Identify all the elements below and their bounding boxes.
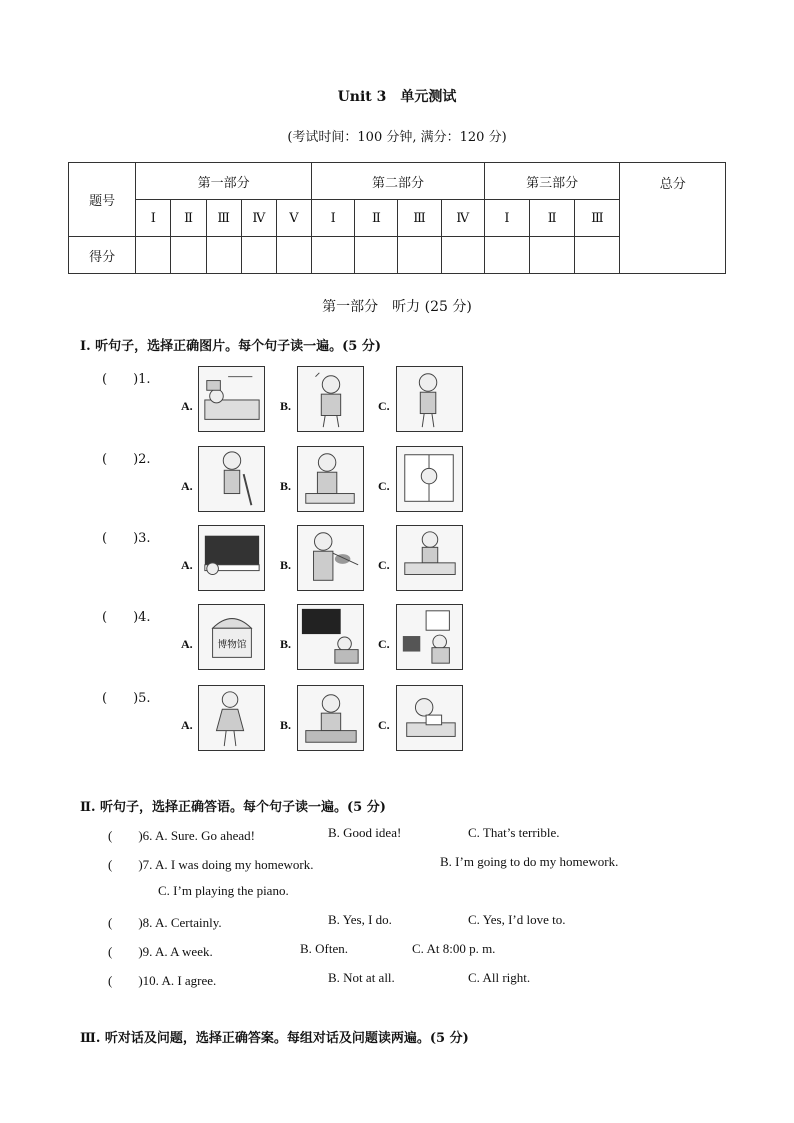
illustration — [397, 447, 462, 511]
question-number[interactable]: ( )4. — [102, 610, 151, 625]
section-title: 第一部分 听力 (25 分) — [322, 299, 472, 315]
row-label-number: 题号 — [69, 163, 136, 237]
option-label: C. — [378, 399, 390, 413]
answer-option-b: B. Often. — [300, 941, 349, 956]
illustration — [397, 686, 462, 750]
total-header: 总分 — [620, 163, 726, 274]
question-number[interactable]: ( )1. — [102, 372, 151, 387]
answer-line-start[interactable]: ( )10. A. I agree. — [108, 973, 217, 988]
col-p1-5: Ⅴ — [276, 200, 311, 237]
answer-option-c: C. That’s terrible. — [468, 825, 560, 840]
option-label: B. — [280, 399, 292, 413]
option-label: A. — [181, 718, 193, 732]
answer-line-start[interactable]: ( )8. A. Certainly. — [108, 915, 222, 930]
col-p2-1: Ⅰ — [312, 200, 355, 237]
illustration — [199, 686, 264, 750]
illustration — [199, 447, 264, 511]
museum-icon[interactable] — [198, 604, 265, 670]
cinema-icon[interactable] — [297, 604, 364, 670]
part3-header: 第三部分 — [484, 163, 620, 200]
page-title: Unit 3 单元测试 — [337, 89, 457, 105]
question-number[interactable]: ( )5. — [102, 691, 151, 706]
question-number[interactable]: ( )2. — [102, 452, 151, 467]
question-heading-1: Ⅰ. 听句子，选择正确图片。每个句子读一遍。(5 分) — [80, 339, 382, 354]
col-p2-4: Ⅳ — [441, 200, 484, 237]
illustration — [199, 526, 264, 590]
option-label: C. — [378, 558, 390, 572]
score-cell[interactable] — [530, 237, 575, 274]
sick-person-icon[interactable] — [297, 366, 364, 432]
answer-option-b: B. Not at all. — [328, 970, 395, 985]
window-girl-icon[interactable] — [396, 446, 463, 512]
answer-option-b: B. Good idea! — [328, 825, 402, 840]
dancing-girl-icon[interactable] — [198, 685, 265, 751]
option-label: A. — [181, 558, 193, 572]
cleaning-girl-icon[interactable] — [297, 446, 364, 512]
answer-option-c: C. All right. — [468, 970, 531, 985]
illustration — [397, 605, 462, 669]
score-cell[interactable] — [398, 237, 441, 274]
singing-girl-icon[interactable] — [297, 685, 364, 751]
illustration — [298, 526, 363, 590]
illustration — [199, 605, 264, 669]
illustration — [298, 605, 363, 669]
illustration — [397, 526, 462, 590]
tv-watching-icon[interactable] — [396, 604, 463, 670]
option-label: C. — [378, 637, 390, 651]
col-p1-4: Ⅳ — [241, 200, 276, 237]
score-cell[interactable] — [355, 237, 398, 274]
option-label: B. — [280, 558, 292, 572]
answer-option-b: B. I’m going to do my homework. — [440, 854, 619, 869]
part1-header: 第一部分 — [136, 163, 312, 200]
option-label: C. — [378, 718, 390, 732]
answer-option-b: B. Yes, I do. — [328, 912, 392, 927]
score-cell[interactable] — [241, 237, 276, 274]
svg-text:博物馆: 博物馆 — [217, 639, 247, 651]
score-cell[interactable] — [312, 237, 355, 274]
violin-icon[interactable] — [297, 525, 364, 591]
option-label: B. — [280, 637, 292, 651]
part2-header: 第二部分 — [312, 163, 485, 200]
option-label: A. — [181, 637, 193, 651]
row-label-score: 得分 — [69, 237, 136, 274]
illustration — [397, 367, 462, 431]
col-p2-3: Ⅲ — [398, 200, 441, 237]
illustration — [298, 686, 363, 750]
option-label: A. — [181, 399, 193, 413]
illustration — [298, 367, 363, 431]
question-heading-2: Ⅱ. 听句子，选择正确答语。每个句子读一遍。(5 分) — [80, 800, 386, 815]
col-p3-1: Ⅰ — [484, 200, 529, 237]
score-cell[interactable] — [206, 237, 241, 274]
col-p3-3: Ⅲ — [575, 200, 620, 237]
option-label: A. — [181, 479, 193, 493]
answer-line-start[interactable]: ( )6. A. Sure. Go ahead! — [108, 828, 255, 843]
exam-info: (考试时间：100 分钟, 满分：120 分) — [287, 130, 507, 145]
score-cell[interactable] — [441, 237, 484, 274]
score-cell[interactable] — [575, 237, 620, 274]
guzheng-icon[interactable] — [396, 525, 463, 591]
illustration — [199, 367, 264, 431]
sleeping-boy-icon[interactable] — [198, 366, 265, 432]
score-cell[interactable] — [484, 237, 529, 274]
question-number[interactable]: ( )3. — [102, 531, 151, 546]
col-p2-2: Ⅱ — [355, 200, 398, 237]
col-p1-1: Ⅰ — [136, 200, 171, 237]
score-cell[interactable] — [171, 237, 206, 274]
answer-line-start[interactable]: ( )7. A. I was doing my homework. — [108, 857, 314, 872]
sweeping-girl-icon[interactable] — [198, 446, 265, 512]
score-cell[interactable] — [276, 237, 311, 274]
answer-line-start[interactable]: C. I’m playing the piano. — [158, 883, 289, 898]
answer-option-c: C. At 8:00 p. m. — [412, 941, 496, 956]
col-p1-3: Ⅲ — [206, 200, 241, 237]
piano-icon[interactable] — [198, 525, 265, 591]
col-p3-2: Ⅱ — [530, 200, 575, 237]
answer-option-c: C. Yes, I’d love to. — [468, 912, 566, 927]
thinking-boy-icon[interactable] — [396, 366, 463, 432]
col-p1-2: Ⅱ — [171, 200, 206, 237]
illustration — [298, 447, 363, 511]
reading-girl-icon[interactable] — [396, 685, 463, 751]
answer-line-start[interactable]: ( )9. A. A week. — [108, 944, 213, 959]
question-heading-3: Ⅲ. 听对话及问题，选择正确答案。每组对话及问题读两遍。(5 分) — [80, 1031, 469, 1046]
option-label: C. — [378, 479, 390, 493]
score-table — [68, 162, 726, 274]
score-cell[interactable] — [136, 237, 171, 274]
option-label: B. — [280, 718, 292, 732]
option-label: B. — [280, 479, 292, 493]
